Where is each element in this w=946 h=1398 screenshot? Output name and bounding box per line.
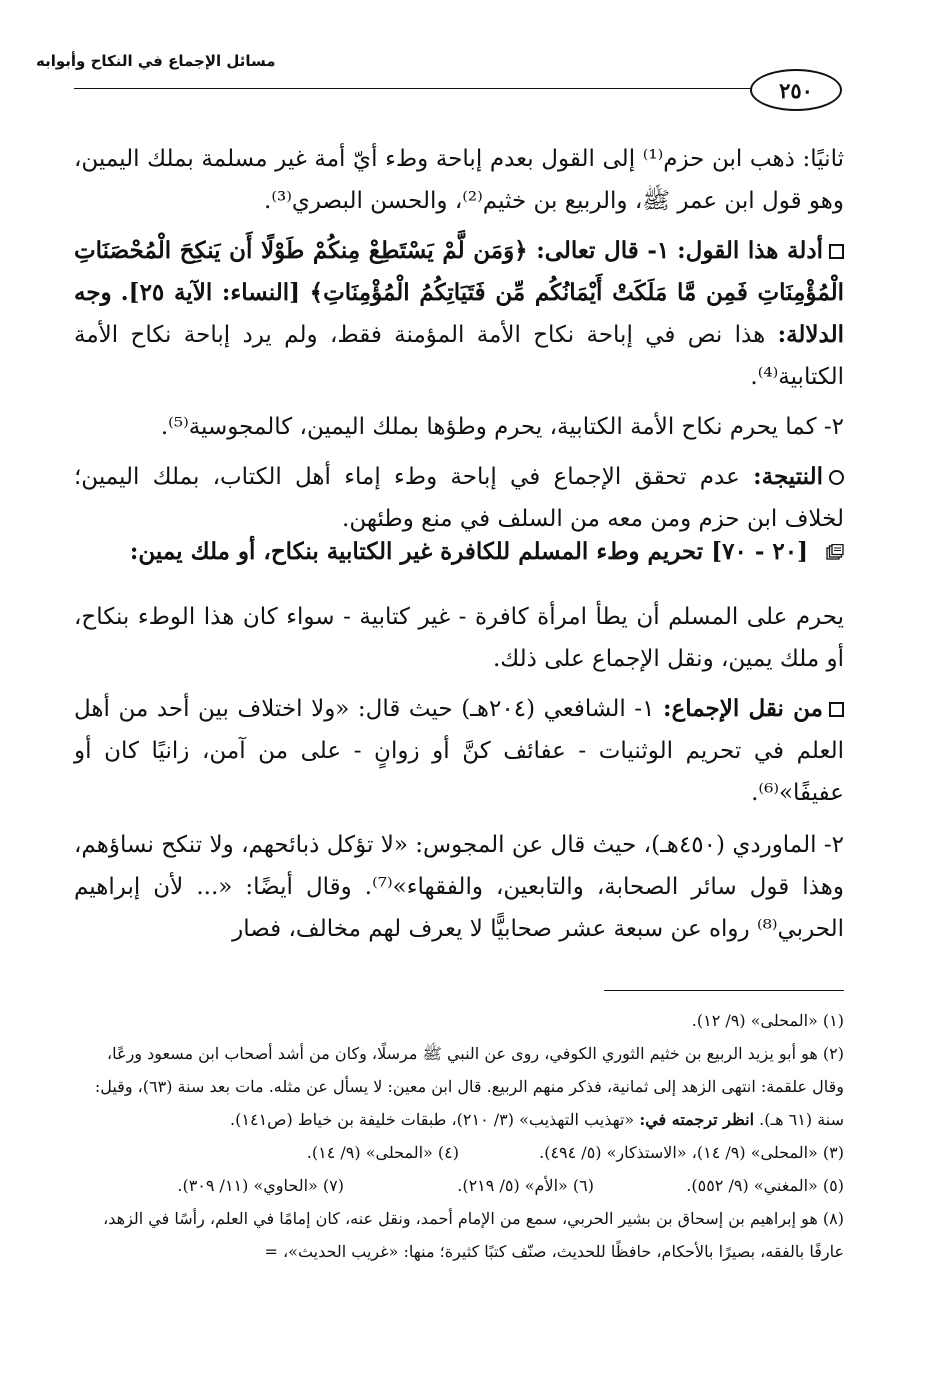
paragraph-consensus-shafii bbox=[74, 688, 844, 814]
shafii-quote: ١- الشافعي (٢٠٤هـ) حيث قال: «ولا اختلاف بين أحد من أهل العلم في تحريم الوثنيات - عفائف كنَّ أو زوانٍ - على من آمن، زانيًا كان أو عفيفًا»⁽⁶⁾. bbox=[74, 696, 844, 806]
footnote-2-text: (٢) هو أبو يزيد الربيع بن خثيم الثوري الكوفي، روى عن النبي ﷺ مرسلًا، وكان من أشد أصحاب ابن مسعود ورعًا، وقال علقمة: انتهى الزهد إلى ثمانية، فذكر منهم الربيع. قال ابن معين: لا يسأل عن مثله. مات بعد سنة (٦٣)، وقيل: سنة (٦١ هـ). bbox=[94, 1044, 844, 1129]
indication-label: وجه الدلالة: bbox=[74, 279, 845, 348]
paragraph-result bbox=[74, 456, 844, 540]
page-number: ٢٥٠ bbox=[750, 69, 842, 111]
footnote-2-label: انظر ترجمته في: bbox=[639, 1110, 755, 1129]
paragraph-ruling: يحرم على المسلم أن يطأ امرأة كافرة - غير كتابية - سواء كان هذا الوطء بنكاح، أو ملك يمين، ونقل الإجماع على ذلك. bbox=[74, 604, 844, 672]
running-header-title: مسائل الإجماع في النكاح وأبوابه bbox=[36, 52, 276, 70]
footnote-6: (٦) «الأم» (٥/ ٢١٩). bbox=[457, 1176, 594, 1195]
footnotes bbox=[74, 1004, 844, 1268]
footnote-3: (٣) «المحلى» (٩/ ١٤)، «الاستذكار» (٥/ ٤٩٤). bbox=[539, 1143, 844, 1162]
paragraph-evidence-2: ٢- كما يحرم نكاح الأمة الكتابية، يحرم وطؤها بملك اليمين، كالمجوسية⁽⁵⁾. bbox=[160, 414, 844, 440]
paragraph-consensus-mawardi: ٢- الماوردي (٤٥٠هـ)، حيث قال عن المجوس: «لا تؤكل ذبائحهم، ولا تنكح نساؤهم، وهذا قول سائر الصحابة، والتابعين، والفقهاء»⁽⁷⁾. وقال أيضًا: «... لأن إبراهيم الحربي⁽⁸⁾ رواه عن سبعة عشر صحابيًّا لا يعرف لهم مخالف، فصار bbox=[74, 832, 845, 942]
consensus-label: من نقل الإجماع: bbox=[663, 695, 823, 722]
footnote-8: (٨) هو إبراهيم بن إسحاق بن بشير الحربي، سمع من الإمام أحمد، ونقل عنه، كان إمامًا في العلم، رأسًا في الزهد، عارفًا بالفقه، بصيرًا بالأحكام، حافظًا للحديث، صنّف كتبًا كثيرة؛ منها: «غريب الحديث»، = bbox=[103, 1209, 844, 1261]
square-bullet-icon bbox=[829, 244, 844, 259]
square-bullet-icon bbox=[829, 702, 844, 717]
footnote-row-3-4 bbox=[74, 1136, 844, 1169]
section-number: [٢٠ - ٧٠] bbox=[711, 538, 808, 565]
indication-text: هذا نص في إباحة نكاح الأمة المؤمنة فقط، ولم يرد إباحة نكاح الأمة الكتابية⁽⁴⁾. bbox=[74, 322, 844, 390]
footnote-2-refs: «تهذيب التهذيب» (٣/ ٢١٠)، طبقات خليفة بن خياط (ص١٤١). bbox=[230, 1110, 635, 1129]
header-rule bbox=[74, 88, 754, 89]
stacked-pages-icon bbox=[826, 544, 844, 560]
footnote-4: (٤) «المحلى» (٩/ ١٤). bbox=[306, 1143, 459, 1162]
paragraph-second-opinion: ثانيًا: ذهب ابن حزم⁽¹⁾ إلى القول بعدم إباحة وطء أيّ أمة غير مسلمة بملك اليمين، وهو قول ابن عمر ﷺ، والربيع بن خثيم⁽²⁾، والحسن البصري⁽³⁾. bbox=[74, 146, 844, 214]
footnote-2 bbox=[74, 1037, 844, 1136]
footnote-row-5-7 bbox=[74, 1169, 844, 1202]
body-block-1 bbox=[74, 138, 844, 540]
body-block-2 bbox=[74, 596, 844, 950]
result-label: النتيجة: bbox=[753, 463, 824, 490]
paragraph-evidence bbox=[74, 230, 844, 398]
result-text: عدم تحقق الإجماع في إباحة وطء إماء أهل الكتاب، بملك اليمين؛ لخلاف ابن حزم ومن معه من السلف في منع وطئهن. bbox=[74, 464, 844, 532]
quran-verse: ١- قال تعالى: ﴿وَمَن لَّمْ يَسْتَطِعْ مِنكُمْ طَوْلًا أَن يَنكِحَ الْمُحْصَنَاتِ الْمُؤْمِنَاتِ فَمِن مَّا مَلَكَتْ أَيْمَانُكُم مِّن فَتَيَاتِكُمُ الْمُؤْمِنَاتِ﴾ [النساء: الآية ٢٥]. bbox=[74, 237, 845, 306]
circle-bullet-icon bbox=[829, 470, 844, 485]
footnote-separator bbox=[604, 990, 844, 991]
section-heading bbox=[74, 532, 844, 572]
footnote-1: (١) «المحلى» (٩/ ١٢). bbox=[691, 1011, 844, 1030]
footnote-7: (٧) «الحاوي» (١١/ ٣٠٩). bbox=[177, 1176, 344, 1195]
footnote-5: (٥) «المغني» (٩/ ٥٥٢). bbox=[686, 1176, 844, 1195]
evidence-label: أدلة هذا القول: bbox=[677, 237, 823, 264]
section-title: تحريم وطء المسلم للكافرة غير الكتابية بنكاح، أو ملك يمين: bbox=[129, 538, 704, 565]
